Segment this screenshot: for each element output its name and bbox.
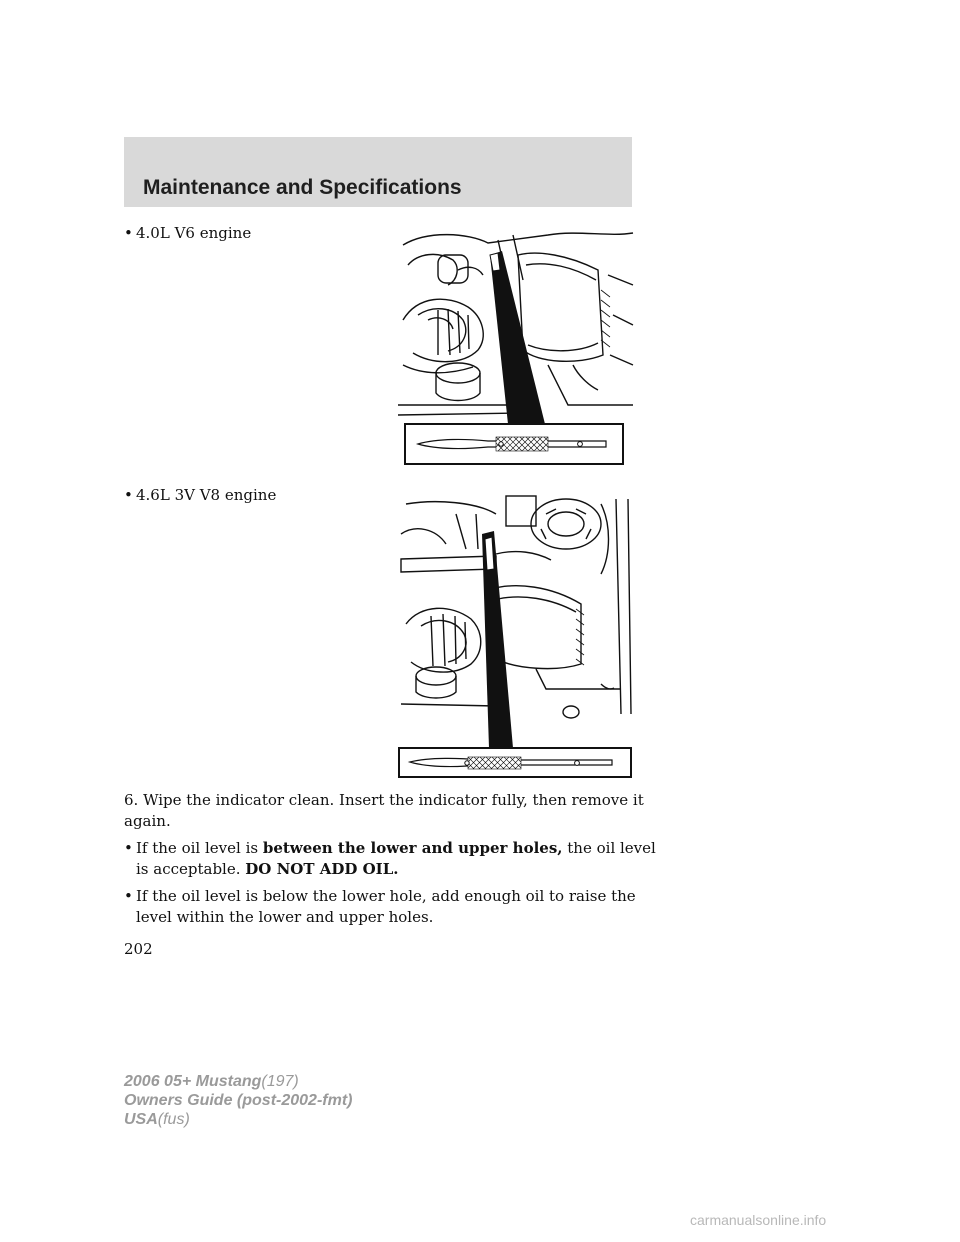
oil-level-low-item [124,886,644,928]
step-6-instruction [124,790,644,832]
item-1-bold: between the lower and upper holes, [262,839,563,857]
bullet-v8-engine [124,485,276,506]
bullet-symbol: • [124,887,133,905]
bullet-v8-label: 4.6L 3V V8 engine [136,486,277,504]
v6-engine-dipstick-illustration [398,225,634,467]
bullet-v6-engine [124,223,251,244]
document-footer [124,1072,352,1129]
footer-market: USA [124,1111,158,1128]
footer-model: 2006 05+ Mustang [124,1073,262,1090]
watermark: carmanualsonline.info [690,1212,827,1228]
bullet-symbol: • [124,486,133,504]
step-6-line-1: 6. Wipe the indicator clean. Insert the indicator fully, then remove it [124,791,644,809]
section-title: Maintenance and Specifications [143,176,462,199]
item-1-line-2-bold: DO NOT ADD OIL. [245,860,399,878]
page-number: 202 [124,940,153,958]
item-1-prefix: If the oil level is [136,839,263,857]
item-1-suffix: the oil level [562,839,656,857]
item-1-line-2-prefix: is acceptable. [136,860,246,878]
bullet-symbol: • [124,224,133,242]
step-6-line-2: again. [124,812,171,830]
footer-guide: Owners Guide (post-2002-fmt) [124,1092,353,1109]
oil-level-acceptable-item [124,838,656,880]
footer-model-code: (197) [261,1073,299,1090]
bullet-symbol: • [124,839,133,857]
v8-engine-dipstick-illustration [396,494,634,780]
item-2-line-1: If the oil level is below the lower hole, add enough oil to raise the [136,887,636,905]
footer-market-code: (fus) [157,1111,190,1128]
bullet-v6-label: 4.0L V6 engine [136,224,252,242]
item-2-line-2: level within the lower and upper holes. [136,908,434,926]
